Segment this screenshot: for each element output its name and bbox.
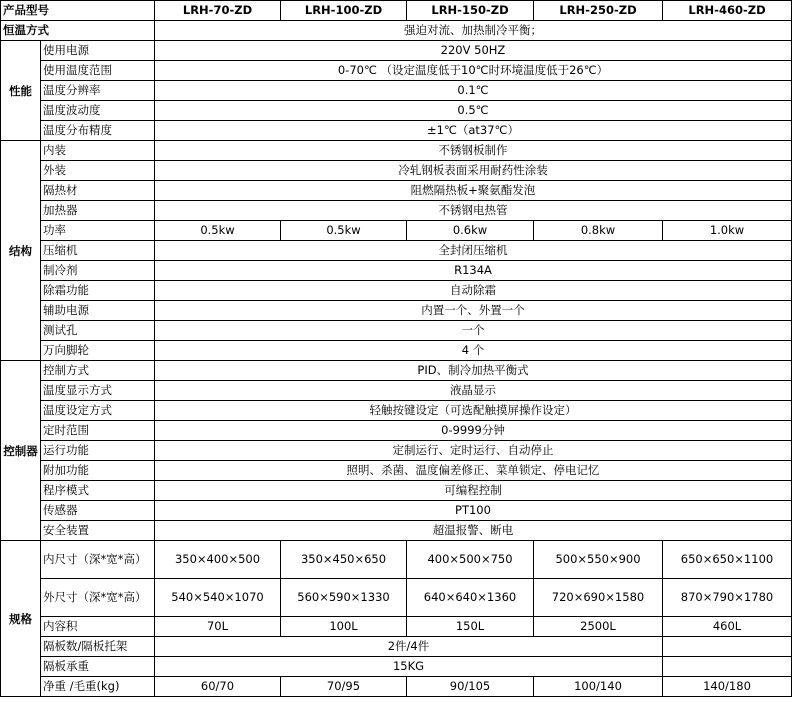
row-value: 220V 50HZ bbox=[155, 41, 792, 61]
table-row bbox=[1, 501, 792, 521]
row-value: 0.1℃ bbox=[155, 81, 792, 101]
table-row bbox=[1, 481, 792, 501]
row-value: 强迫对流、加热制冷平衡； bbox=[155, 21, 792, 41]
group-label-controller: 控制器 bbox=[1, 361, 41, 541]
row-value: PT100 bbox=[155, 501, 792, 521]
row-value: 内置一个、外置一个 bbox=[155, 301, 792, 321]
row-value: ±1℃（at37℃） bbox=[155, 121, 792, 141]
table-row bbox=[1, 421, 792, 441]
table-row bbox=[1, 141, 792, 161]
cell-value: 500×550×900 bbox=[534, 541, 663, 579]
table-row bbox=[1, 521, 792, 541]
row-value: 超温报警、断电 bbox=[155, 521, 792, 541]
row-label: 测试孔 bbox=[41, 321, 155, 341]
table-row bbox=[1, 541, 792, 579]
table-row bbox=[1, 181, 792, 201]
row-value: 自动除霜 bbox=[155, 281, 792, 301]
row-label: 温度波动度 bbox=[41, 101, 155, 121]
group-label-performance: 性能 bbox=[1, 41, 41, 141]
cell-value: 140/180 bbox=[663, 677, 792, 697]
row-label: 使用温度范围 bbox=[41, 61, 155, 81]
row-label: 辅助电源 bbox=[41, 301, 155, 321]
cell-value: 60/70 bbox=[155, 677, 281, 697]
table-row bbox=[1, 21, 792, 41]
model-name: LRH-70-ZD bbox=[155, 1, 281, 21]
empty-cell bbox=[663, 657, 792, 677]
table-row bbox=[1, 81, 792, 101]
row-label: 定时范围 bbox=[41, 421, 155, 441]
table-row bbox=[1, 381, 792, 401]
row-value: 4 个 bbox=[155, 341, 792, 361]
row-value: 15KG bbox=[155, 657, 663, 677]
row-value: 照明、杀菌、温度偏差修正、菜单锁定、停电记忆 bbox=[155, 461, 792, 481]
row-value: 冷轧钢板表面采用耐药性涂装 bbox=[155, 161, 792, 181]
row-label: 压缩机 bbox=[41, 241, 155, 261]
row-label: 外装 bbox=[41, 161, 155, 181]
row-value: 不锈钢电热管 bbox=[155, 201, 792, 221]
row-label: 隔板数/隔板托架 bbox=[41, 637, 155, 657]
table-row bbox=[1, 341, 792, 361]
row-value: 阻燃隔热板+聚氨酯发泡 bbox=[155, 181, 792, 201]
cell-value: 640×640×1360 bbox=[407, 579, 534, 617]
row-value: PID、制冷加热平衡式 bbox=[155, 361, 792, 381]
table-row bbox=[1, 321, 792, 341]
row-label: 温度显示方式 bbox=[41, 381, 155, 401]
row-label: 加热器 bbox=[41, 201, 155, 221]
table-row bbox=[1, 101, 792, 121]
cell-value: 870×790×1780 bbox=[663, 579, 792, 617]
table-row bbox=[1, 461, 792, 481]
cell-value: 150L bbox=[407, 617, 534, 637]
row-value: 全封闭压缩机 bbox=[155, 241, 792, 261]
model-name: LRH-100-ZD bbox=[281, 1, 407, 21]
cell-value: 2500L bbox=[534, 617, 663, 637]
header-row bbox=[1, 1, 792, 21]
row-value: R134A bbox=[155, 261, 792, 281]
table-row bbox=[1, 637, 792, 657]
empty-cell bbox=[663, 637, 792, 657]
row-label: 控制方式 bbox=[41, 361, 155, 381]
row-value: 一个 bbox=[155, 321, 792, 341]
group-label-specs: 规格 bbox=[1, 541, 41, 697]
row-label: 使用电源 bbox=[41, 41, 155, 61]
row-label: 除霜功能 bbox=[41, 281, 155, 301]
cell-value: 100L bbox=[281, 617, 407, 637]
row-value: 轻触按键设定（可选配触摸屏操作设定） bbox=[155, 401, 792, 421]
table-row bbox=[1, 657, 792, 677]
table-row bbox=[1, 579, 792, 617]
cell-value: 720×690×1580 bbox=[534, 579, 663, 617]
cell-value: 540×540×1070 bbox=[155, 579, 281, 617]
row-label: 温度设定方式 bbox=[41, 401, 155, 421]
row-label: 隔热材 bbox=[41, 181, 155, 201]
table-row bbox=[1, 201, 792, 221]
row-value: 0.5℃ bbox=[155, 101, 792, 121]
cell-value: 0.8kw bbox=[534, 221, 663, 241]
table-row bbox=[1, 241, 792, 261]
row-label: 传感器 bbox=[41, 501, 155, 521]
cell-value: 90/105 bbox=[407, 677, 534, 697]
cell-value: 350×450×650 bbox=[281, 541, 407, 579]
row-value: 0-70℃ （设定温度低于10℃时环境温度低于26℃） bbox=[155, 61, 792, 81]
row-label: 净重 /毛重(kg) bbox=[41, 677, 155, 697]
row-label: 万向脚轮 bbox=[41, 341, 155, 361]
row-label: 温度分辨率 bbox=[41, 81, 155, 101]
model-name: LRH-460-ZD bbox=[663, 1, 792, 21]
table-row bbox=[1, 301, 792, 321]
cell-value: 0.6kw bbox=[407, 221, 534, 241]
row-label: 外尺寸（深*宽*高） bbox=[41, 579, 155, 617]
row-value: 定制运行、定时运行、自动停止 bbox=[155, 441, 792, 461]
cell-value: 0.5kw bbox=[281, 221, 407, 241]
cell-value: 460L bbox=[663, 617, 792, 637]
row-label: 温度分布精度 bbox=[41, 121, 155, 141]
cell-value: 70/95 bbox=[281, 677, 407, 697]
table-row bbox=[1, 261, 792, 281]
model-name: LRH-150-ZD bbox=[407, 1, 534, 21]
row-label: 功率 bbox=[41, 221, 155, 241]
cell-value: 560×590×1330 bbox=[281, 579, 407, 617]
group-label-structure: 结构 bbox=[1, 141, 41, 361]
row-value: 可编程控制 bbox=[155, 481, 792, 501]
table-row bbox=[1, 121, 792, 141]
row-value: 0-9999分钟 bbox=[155, 421, 792, 441]
cell-value: 400×500×750 bbox=[407, 541, 534, 579]
row-label: 安全装置 bbox=[41, 521, 155, 541]
table-row bbox=[1, 617, 792, 637]
row-label: 恒温方式 bbox=[1, 21, 155, 41]
cell-value: 0.5kw bbox=[155, 221, 281, 241]
row-label: 内尺寸（深*宽*高） bbox=[41, 541, 155, 579]
cell-value: 650×650×1100 bbox=[663, 541, 792, 579]
table-row bbox=[1, 677, 792, 697]
table-row bbox=[1, 221, 792, 241]
row-label: 内容积 bbox=[41, 617, 155, 637]
table-row bbox=[1, 441, 792, 461]
row-label: 隔板承重 bbox=[41, 657, 155, 677]
row-label: 程序模式 bbox=[41, 481, 155, 501]
table-row bbox=[1, 401, 792, 421]
cell-value: 100/140 bbox=[534, 677, 663, 697]
cell-value: 70L bbox=[155, 617, 281, 637]
row-value: 不锈钢板制作 bbox=[155, 141, 792, 161]
cell-value: 350×400×500 bbox=[155, 541, 281, 579]
table-row bbox=[1, 41, 792, 61]
table-row bbox=[1, 281, 792, 301]
row-value: 2件/4件 bbox=[155, 637, 663, 657]
row-label: 附加功能 bbox=[41, 461, 155, 481]
table-row bbox=[1, 161, 792, 181]
cell-value: 1.0kw bbox=[663, 221, 792, 241]
row-label: 制冷剂 bbox=[41, 261, 155, 281]
row-label: 运行功能 bbox=[41, 441, 155, 461]
row-value: 液晶显示 bbox=[155, 381, 792, 401]
table-row bbox=[1, 61, 792, 81]
table-row bbox=[1, 361, 792, 381]
model-name: LRH-250-ZD bbox=[534, 1, 663, 21]
row-label: 内装 bbox=[41, 141, 155, 161]
model-header-label: 产品型号 bbox=[1, 1, 155, 21]
